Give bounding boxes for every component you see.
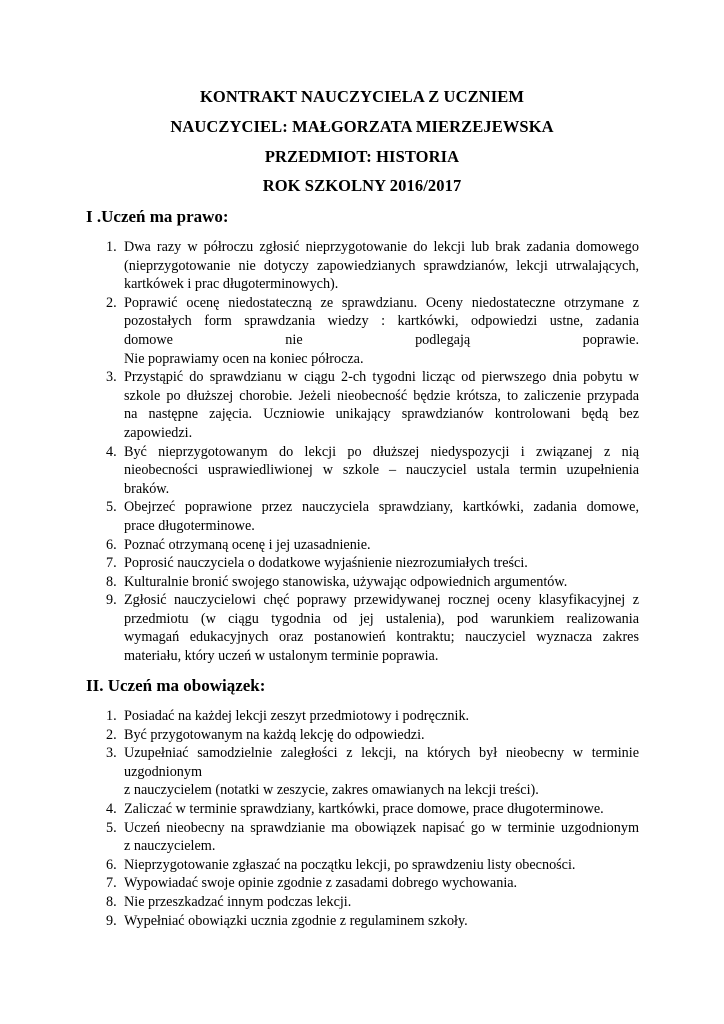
- list-item-text-line: kartkówek i prac długoterminowych).: [124, 276, 339, 293]
- list-item-text-line: zapowiedzi.: [124, 424, 193, 441]
- list-item-text-line: Nie poprawiamy ocen na koniec półrocza.: [124, 350, 364, 367]
- list-item-text-line: Poprosić nauczyciela o dodatkowe wyjaśnienie niezrozumiałych treści.: [124, 555, 528, 572]
- duty-item-7: [0, 874, 639, 893]
- list-item-number: 9.: [106, 912, 117, 929]
- list-item-text-line: wymagań edukacyjnych oraz postanowień kontraktu; nauczyciel wyznacza zakres: [124, 629, 639, 646]
- list-item-number: 8.: [106, 893, 117, 910]
- duties-list: [0, 707, 724, 930]
- list-item-text-line: Dwa razy w półroczu zgłosić nieprzygotowanie do lekcji lub brak zadania domowego: [124, 239, 639, 255]
- list-item-text-line: Wypowiadać swoje opinie zgodnie z zasadami dobrego wychowania.: [124, 875, 518, 892]
- right-item-5: [0, 498, 639, 535]
- list-item-text-line: Nieprzygotowanie zgłaszać na początku lekcji, po sprawdzeniu listy obecności.: [124, 856, 576, 873]
- list-item-text-line: Zgłosić nauczycielowi chęć poprawy przewidywanej rocznej oceny klasyfikacyjnej z: [124, 592, 639, 609]
- list-item-text-line: Uzupełniać samodzielnie zaległości z lekcji, na których był nieobecny w terminie: [124, 745, 639, 762]
- list-item-text-line: przedmiotu (w ciągu tygodnia od jej ustalenia), pod warunkiem realizowania: [124, 610, 639, 627]
- list-item-text-line: domowe nie podlegają poprawie.: [124, 331, 639, 348]
- list-item-text-line: z nauczycielem.: [124, 838, 216, 855]
- list-item-text-line: Być nieprzygotowanym do lekcji po dłuższej niedyspozycji i związanej z nią: [124, 443, 639, 460]
- list-item-number: 4.: [106, 443, 117, 460]
- list-item-text-line: Zaliczać w terminie sprawdziany, kartkówki, prace domowe, prace długoterminowe.: [124, 800, 604, 817]
- list-item-text-line: uzgodnionym: [124, 763, 203, 780]
- list-item-text-line: (nieprzygotowanie nie dotyczy zapowiedzianych sprawdzianów, lekcji utrwalających,: [124, 257, 639, 274]
- section-duties-heading: II. Uczeń ma obowiązek:: [86, 676, 266, 695]
- teacher-line: NAUCZYCIEL: MAŁGORZATA MIERZEJEWSKA: [170, 117, 554, 136]
- list-item-text-line: Nie przeszkadzać innym podczas lekcji.: [124, 893, 352, 910]
- right-item-9: [0, 591, 639, 665]
- list-item-number: 1.: [106, 239, 117, 255]
- list-item-text-line: materiału, który uczeń w ustalonym terminie poprawia.: [124, 648, 439, 665]
- list-item-text-line: Uczeń nieobecny na sprawdzianie ma obowiązek napisać go w terminie uzgodnionym: [124, 819, 639, 836]
- list-item-text-line: prace długoterminowe.: [124, 517, 255, 534]
- right-item-3: [0, 368, 639, 442]
- duty-item-1: [0, 707, 639, 726]
- right-item-1: [0, 238, 639, 294]
- list-item-text-line: Obejrzeć poprawione przez nauczyciela sprawdziany, kartkówki, zadania domowe,: [124, 499, 639, 516]
- list-item-text-line: Kulturalnie bronić swojego stanowiska, używając odpowiednich argumentów.: [124, 573, 568, 590]
- duty-item-5: [0, 819, 639, 856]
- section-rights-heading: I .Uczeń ma prawo:: [86, 207, 229, 226]
- subject-line: PRZEDMIOT: HISTORIA: [264, 147, 460, 166]
- list-item-text-line: Przystąpić do sprawdzianu w ciągu 2-ch tygodni licząc od pierwszego dnia pobytu w: [124, 369, 639, 386]
- list-item-number: 9.: [106, 592, 117, 609]
- list-item-number: 6.: [106, 536, 117, 553]
- right-item-2: [0, 294, 639, 368]
- list-item-number: 5.: [106, 819, 117, 836]
- right-item-7: [0, 554, 639, 573]
- right-item-8: [0, 573, 639, 592]
- duty-item-8: [0, 893, 639, 912]
- list-item-text-line: na następne zajęcia. Uczniowie unikający sprawdzianów kontrolowani będą bez: [124, 406, 639, 423]
- list-item-text-line: szkole po dłuższej chorobie. Jeżeli nieobecność będzie krótsza, to zaliczenie przypada: [124, 387, 639, 404]
- list-item-number: 2.: [106, 726, 117, 743]
- list-item-number: 8.: [106, 573, 117, 590]
- duty-item-3: [0, 744, 639, 800]
- list-item-text-line: Posiadać na każdej lekcji zeszyt przedmiotowy i podręcznik.: [124, 708, 470, 724]
- school-year-line: ROK SZKOLNY 2016/2017: [262, 176, 462, 195]
- duty-item-2: [0, 726, 639, 745]
- list-item-number: 2.: [106, 294, 117, 311]
- list-item-text-line: braków.: [124, 480, 170, 497]
- list-item-text-line: Wypełniać obowiązki ucznia zgodnie z regulaminem szkoły.: [124, 912, 468, 929]
- list-item-number: 3.: [106, 369, 117, 386]
- rights-list: [0, 238, 724, 666]
- list-item-number: 1.: [106, 708, 117, 724]
- list-item-number: 3.: [106, 745, 117, 762]
- right-item-6: [0, 536, 639, 555]
- list-item-number: 5.: [106, 499, 117, 516]
- list-item-text-line: z nauczycielem (notatki w zeszycie, zakres omawianych na lekcji treści).: [124, 782, 539, 799]
- list-item-number: 4.: [106, 800, 117, 817]
- right-item-4: [0, 443, 639, 499]
- list-item-text-line: nieobecności usprawiedliwionej w szkole – nauczyciel ustala termin uzupełnienia: [124, 462, 639, 479]
- duty-item-9: [0, 912, 639, 931]
- document-title: KONTRAKT NAUCZYCIELA Z UCZNIEM: [199, 87, 525, 106]
- list-item-text-line: Poznać otrzymaną ocenę i jej uzasadnienie.: [124, 536, 371, 553]
- list-item-number: 7.: [106, 555, 117, 572]
- list-item-number: 6.: [106, 856, 117, 873]
- list-item-text-line: pozostałych form sprawdzania wiedzy : kartkówki, odpowiedzi ustne, zadania: [124, 313, 639, 330]
- list-item-number: 7.: [106, 875, 117, 892]
- duty-item-4: [0, 800, 639, 819]
- list-item-text-line: Być przygotowanym na każdą lekcję do odpowiedzi.: [124, 726, 425, 743]
- list-item-text-line: Poprawić ocenę niedostateczną ze sprawdzianu. Oceny niedostateczne otrzymane z: [124, 294, 639, 311]
- duty-item-6: [0, 856, 639, 875]
